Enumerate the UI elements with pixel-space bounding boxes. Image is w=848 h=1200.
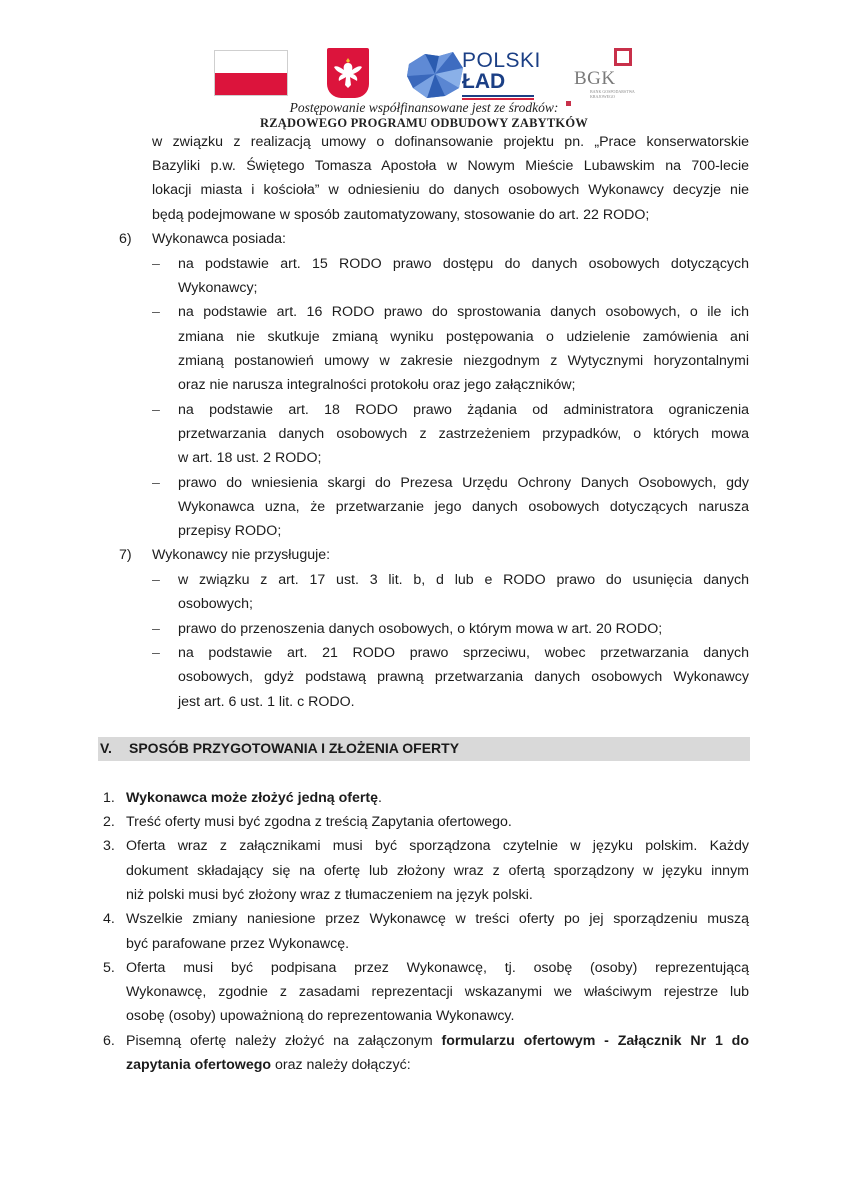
document-page: POLSKI ŁAD BGK BANK GOSPODARSTWA KRAJOWEGO Postępowanie współfinansowane jest ze środków: RZĄDOWEGO PROGRAMU ODBUDOWY ZABYTKÓW w związku z realizacją umowy o dofinansowanie projektu pn. „Prace konserwatorskie Bazyliki p.w. Świętego Tomasza Apostoła w Nowym Mieście Lubawskim na 700-lecie lokacji miasta i kościoła” w odniesieniu do danych osobowych Wykonawcy decyzje nie będą podejmowane w sposób zautomatyzowany, stosowanie do art. 22 RODO; 6) Wykonawca posiada: – na podstawie art. 15 RODO prawo dostępu do danych osobowych dotyczących Wykonawcy; – na podstawie art. 16 RODO prawo do sprostowania danych osobowych, o ile ich zmiana nie skutkuje zmianą wyniku postępowania o udzielenie zamówienia ani zmianą postanowień umowy w zakresie niezgodnym z Wytycznymi horyzontalnymi oraz nie narusza integralności protokołu oraz jego załączników; – na podstawie art. 18 RODO prawo żądania od administratora ograniczenia przetwarzania danych osobowych z zastrzeżeniem przypadków, o których mowa w art. 18 ust. 2 RODO; – prawo do wniesienia skargi do Prezesa Urzędu Ochrony Danych Osobowych, gdy Wykonawca uzna, że przetwarzanie jego danych osobowych dotyczących narusza przepisy RODO; 7) Wykonawcy nie przysługuje: – w związku z art. 17 ust. 3 lit. b, d lub e RODO prawo do usunięcia danych osobowych; – prawo do przenoszenia danych osobowych, o którym mowa w art. 20 RODO; – na podstawie art. 21 RODO prawo sprzeciwu, wobec przetwarzania danych osobowych, gdyż podstawą prawną przetwarzania danych osobowych Wykonawcy jest art. 6 ust. 1 lit. c RODO. V. SPOSÓB PRZYGOTOWANIA I ZŁOŻENIA OFERTY 1. Wykonawca może złożyć jedną ofertę. 2. Treść oferty musi być zgodna z treścią Zapytania ofertowego. 3. Oferta wraz z załącznikami musi być sporządzona czytelnie w języku polskim. Każdy dokument składający się na ofertę lub złożony wraz z ofertą sporządzony w języku innym niż polski musi być złożony wraz z tłumaczeniem na język polski. 4. Wszelkie zmiany naniesione przez Wykonawcę w treści oferty po jej sporządzeniu muszą być parafowane przez Wykonawcę. 5. Oferta musi być podpisana przez Wykonawcę, tj. osobę (osoby) reprezentującą Wykonawcę, zgodnie z zasadami reprezentacji wskazanymi we właściwym rejestrze lub osobę (osoby) upoważnioną do reprezentowania Wykonawcy. 6. Pisemną ofertę należy złożyć na załączonym formularzu ofertowym - Załącznik Nr 1 do zapytania ofertowego oraz należy dołączyć: (0, 0, 848, 1200)
bgk-logo: BGK BANK GOSPODARSTWA KRAJOWEGO (566, 48, 646, 104)
funding-note: Postępowanie współfinansowane jest ze środków: RZĄDOWEGO PROGRAMU ODBUDOWY ZABYTKÓW (260, 100, 588, 130)
header-logos (0, 48, 848, 104)
polski-lad-emblem-icon (405, 52, 467, 98)
polish-emblem-icon (327, 48, 369, 98)
section-heading-v (98, 737, 750, 761)
polish-flag-icon (214, 50, 288, 96)
section-number: V. (100, 740, 112, 756)
polski-lad-logo: POLSKI ŁAD (462, 50, 541, 100)
section-title: SPOSÓB PRZYGOTOWANIA I ZŁOŻENIA OFERTY (129, 740, 460, 756)
bgk-square-icon (614, 48, 632, 66)
